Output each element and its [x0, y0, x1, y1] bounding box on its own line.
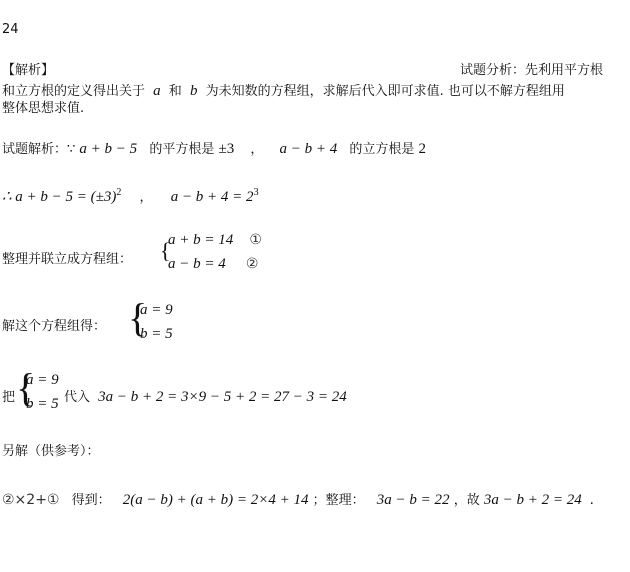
alt-period: .	[589, 492, 594, 508]
comma2: ，	[139, 190, 153, 205]
eq1-mark: ①	[249, 232, 262, 248]
substitute-line	[64, 386, 347, 406]
var-a: a	[153, 83, 161, 99]
therefore-line	[2, 186, 259, 206]
substitute-prefix: 把	[2, 390, 16, 405]
solution-a: a = 9	[140, 302, 173, 318]
solution-b: b = 5	[140, 326, 173, 342]
comma: ，	[250, 142, 264, 157]
analysis-intro-line2-b: 为未知数的方程组，求解后代入即可求值. 也可以不解方程组用	[205, 84, 565, 99]
analysis-intro-line2-a: 和立方根的定义得出关于	[2, 84, 146, 99]
exp-2: 2	[116, 187, 122, 198]
analysis-intro-head: 试题分析：先利用平方根	[460, 63, 604, 78]
cbrt-value: 2	[418, 141, 427, 157]
substitute-a: a = 9	[26, 372, 59, 388]
analysis-intro-line2	[2, 80, 565, 100]
alt-label: 另解（供参考）：	[2, 444, 100, 459]
var-b: b	[189, 83, 198, 99]
solution-line-1	[2, 138, 426, 158]
therefore-eq2: a − b + 4 = 2	[170, 189, 254, 205]
system-eq2: a − b = 4	[168, 256, 226, 272]
system-brace: {	[160, 238, 171, 263]
substitute-brace: {	[16, 365, 36, 410]
substitute-b: b = 5	[26, 396, 59, 412]
alt-ops: ②×2+①	[2, 492, 60, 508]
alt-eq: 2(a − b) + (a + b) = 2×4 + 14	[122, 492, 309, 508]
solve-label: 解这个方程组得：	[2, 319, 107, 334]
therefore-eq1: ∴ a + b − 5 = (±3)	[2, 189, 117, 205]
analysis-intro-and: 和	[168, 84, 182, 99]
alt-got: 得到：	[71, 493, 111, 508]
system-eq1: a + b = 14	[168, 232, 234, 248]
eq2-mark: ②	[245, 256, 259, 272]
analysis-heading: 【解析】	[2, 63, 55, 78]
cbrt-text: 的立方根是	[349, 142, 415, 157]
substitute-text: 代入	[64, 390, 91, 405]
organize-label: 整理并联立成方程组：	[2, 252, 133, 267]
alt-line	[2, 489, 594, 509]
alt-so: ，故	[453, 493, 480, 508]
alt-eq2: 3a − b = 22	[376, 492, 450, 508]
analysis-intro-line3: 整体思想求值.	[2, 101, 85, 116]
solution-brace: {	[128, 295, 148, 340]
expr-diff-plus4: a − b + 4	[279, 141, 338, 157]
exp-3: 3	[253, 187, 259, 198]
answer-value: 24	[2, 22, 19, 37]
solution-prefix: 试题解析：∵	[2, 142, 76, 157]
pm3-value: ±3	[218, 141, 235, 157]
substitute-calc: 3a − b + 2 = 3×9 − 5 + 2 = 27 − 3 = 24	[98, 389, 347, 405]
sqrt-text: 的平方根是	[149, 142, 215, 157]
alt-final: 3a − b + 2 = 24	[483, 492, 582, 508]
expr-sum-minus5: a + b − 5	[79, 141, 138, 157]
alt-organize: ；整理：	[312, 493, 365, 508]
